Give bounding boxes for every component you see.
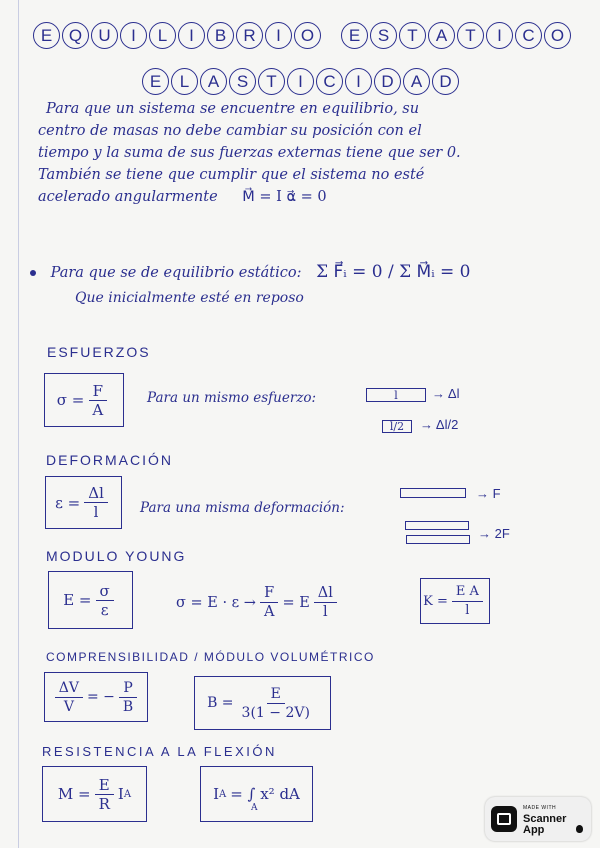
heading-esfuerzos: ESFUERZOS [47,344,151,360]
inertia-int-sub: A [251,803,258,813]
bullet-subtext: Que inicialmente esté en reposo [75,290,304,306]
bulk-modulus-box [194,676,331,730]
title-letter: E [341,22,368,49]
strain-den: l [93,503,99,521]
title-equilibrio-estatico [33,22,571,49]
title-letter: T [457,22,484,49]
bullet-text: Para que se de equilibrio estático: [50,265,302,281]
compress-frac1 [55,679,83,716]
inertia-rhs: = ∫ x² dA [230,785,300,803]
title-letter: D [432,68,459,95]
moment-fraction [95,776,114,813]
heading-compresibilidad: COMPRENSIBILIDAD / MÓDULO VOLUMÉTRICO [46,650,375,664]
bar-single [400,488,466,498]
title-letter: I [287,68,314,95]
bar-l2 [382,420,412,433]
intro-line: Para que un sistema se encuentre en equilibrio, su [46,101,420,117]
title-letter: S [229,68,256,95]
strain-note: Para una misma deformación: [140,500,345,516]
compress-formula-box [44,672,148,722]
bar-l-label: l [394,388,398,402]
young-relation [176,584,341,621]
angular-formula: M⃗ = I α⃗ = 0 [242,189,327,205]
title-letter: L [149,22,176,49]
young-rel-num2: Δl [314,584,337,603]
title-letter: E [142,68,169,95]
bar-single-result: → F [476,486,501,501]
stress-fraction [88,382,107,419]
heading-flexion: RESISTENCIA A LA FLEXIÓN [42,744,277,759]
intro-line: tiempo y la suma de sus fuerzas externas tiene que ser 0. [38,145,461,161]
moment-rhs-sub: A [123,788,132,800]
bulk-fraction [238,685,314,722]
young-rel-den2: l [323,604,328,620]
bulk-num: E [267,685,285,704]
young-rel-b: = E [282,594,310,611]
heading-young: MODULO YOUNG [46,548,187,564]
young-rel-num1: F [260,584,278,603]
stiffness-num: E A [452,583,483,602]
bar-l-result: → Δl [432,386,460,401]
title-letter: A [403,68,430,95]
bar-double-top [405,521,469,530]
title-letter: U [91,22,118,49]
margin-line [18,0,19,848]
title-letter: I [120,22,147,49]
compress-num1: ΔV [55,679,83,698]
compress-den2: B [122,698,134,715]
title-letter: I [178,22,205,49]
young-rel-frac2 [314,584,337,621]
young-num: σ [96,582,114,601]
title-letter: A [428,22,455,49]
badge-line1: Scanner [523,812,567,825]
inertia-lhs: I [213,785,220,803]
title-letter: A [200,68,227,95]
badge-text [523,803,566,836]
young-rel-a: σ = E · ε → [176,594,256,611]
moment-den: R [98,794,110,813]
stiffness-formula-box [420,578,490,624]
bar-l2-result: → Δl/2 [420,417,459,432]
title-letter: D [374,68,401,95]
stiffness-fraction [452,583,483,620]
young-formula-box [48,571,133,629]
strain-num: Δl [84,484,108,503]
compress-mid: = − [87,689,115,705]
bulk-den: 3(1 − 2V) [241,704,310,721]
compress-den1: V [63,698,74,715]
intro-text: acelerado angularmente [38,189,218,205]
title-letter: C [515,22,542,49]
title-letter: T [399,22,426,49]
bar-l2-label: l/2 [389,420,405,433]
badge-line2: App [523,823,545,836]
scanner-app-badge [485,797,591,841]
young-rel-frac1 [260,584,278,621]
title-letter: E [33,22,60,49]
young-rel-den1: A [263,604,275,620]
young-lhs: E = [63,591,92,609]
compress-num2: P [119,679,136,698]
stiffness-den: l [465,602,470,618]
bulk-lhs: B = [207,695,234,711]
intro-line: centro de masas no debe cambiar su posición con el [38,123,422,139]
title-letter: B [207,22,234,49]
stress-num: F [89,382,107,401]
moment-formula-box [42,766,147,822]
stress-note: Para un mismo esfuerzo: [147,390,317,406]
equilibrium-condition [30,262,470,282]
young-den: ε [100,600,109,619]
title-letter: R [236,22,263,49]
stress-lhs: σ = [56,391,85,409]
scanner-app-icon [491,806,517,832]
bar-l [366,388,426,402]
inertia-lhs-sub: A [219,788,227,800]
sum-formula: Σ F⃗ᵢ = 0 / Σ M⃗ᵢ = 0 [316,262,471,282]
title-letter: O [294,22,321,49]
young-fraction [96,582,114,619]
strain-formula-box [45,476,122,529]
strain-lhs: ε = [55,493,81,512]
title-elasticidad [142,68,459,95]
title-letter: I [486,22,513,49]
stress-formula-box [44,373,124,427]
intro-line: También se tiene que cumplir que el sistema no esté [38,167,425,183]
bar-double-result: → 2F [478,526,510,541]
title-letter: C [316,68,343,95]
bar-double-bottom [406,535,470,544]
title-letter: T [258,68,285,95]
moment-num: E [95,776,114,795]
stiffness-lhs: K = [423,593,448,609]
title-letter: L [171,68,198,95]
stress-den: A [92,400,104,419]
heading-deformacion: DEFORMACIÓN [46,452,173,468]
title-letter: O [544,22,571,49]
strain-fraction [84,484,108,521]
intro-paragraph [38,98,583,208]
moment-rhs: I [117,785,124,803]
title-letter: I [345,68,372,95]
moment-lhs: M = [57,785,91,803]
intro-line [38,186,583,208]
title-letter: I [265,22,292,49]
title-letter: S [370,22,397,49]
title-letter: Q [62,22,89,49]
bullet-dot [30,270,36,276]
apple-icon [576,825,583,833]
inertia-formula-box [200,766,313,822]
badge-made-with: MADE WITH [523,804,557,811]
compress-frac2 [119,679,137,716]
